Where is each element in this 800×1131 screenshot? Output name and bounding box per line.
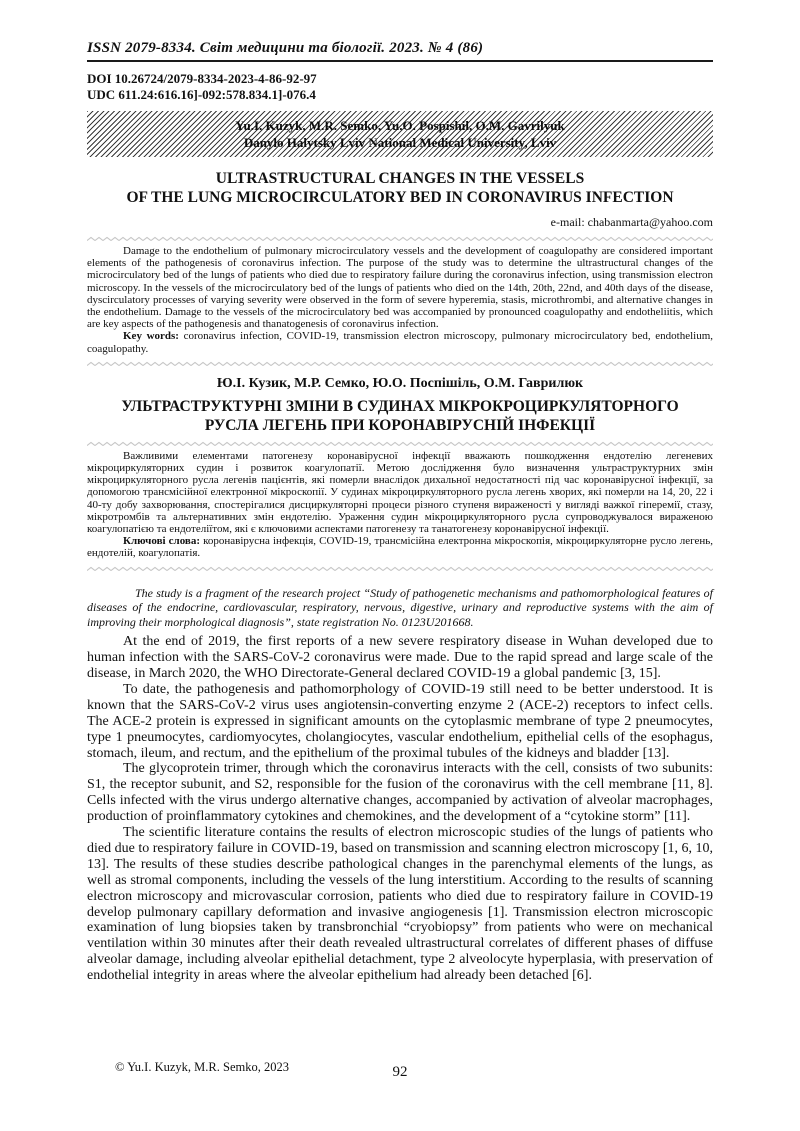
article-title-en-line1: ULTRASTRUCTURAL CHANGES IN THE VESSELS <box>215 170 585 187</box>
body-paragraph-1: At the end of 2019, the first reports of a new severe respiratory disease in Wuhan developed due to human infection with the SARS-CoV-2 coronavirus were made. Due to the rapid spread and large scale of the disease, in March 2020, the WHO Directorate-General declared COVID-19 a global pandemic [3, 15]. <box>87 634 713 681</box>
copyright-line: © Yu.I. Kuzyk, M.R. Semko, 2023 <box>115 1060 289 1074</box>
doi-line: DOI 10.26724/2079-8334-2023-4-86-92-97 <box>87 71 317 86</box>
article-title-en-line2: OF THE LUNG MICROCIRCULATORY BED IN CORONAVIRUS INFECTION <box>126 189 674 206</box>
page-number: 92 <box>392 1064 408 1080</box>
keywords-en <box>87 330 713 354</box>
journal-issn-header: ISSN 2079-8334. Світ медицини та біології. 2023. № 4 (86) <box>87 40 713 62</box>
keywords-ua <box>87 535 713 559</box>
contact-email: e-mail: chabanmarta@yahoo.com <box>550 215 713 229</box>
research-note: The study is a fragment of the research project “Study of pathogenetic mechanisms and pathomorphological features of diseases of the endocrine, cardiovascular, respiratory, nervous, digestive, urinary and reproductive systems with the aim of improving their morphological diagnosis”, state registration No. 0123U201668. <box>87 585 713 629</box>
zigzag-divider <box>87 566 713 572</box>
article-body <box>87 634 713 984</box>
udc-line: UDC 611.24:616.16]-092:578.834.1]-076.4 <box>87 87 316 102</box>
article-title-ua-line1: УЛЬТРАСТРУКТУРНІ ЗМІНИ В СУДИНАХ МІКРОКРОЦИРКУЛЯТОРНОГО <box>121 397 679 415</box>
abstract-ua: Важливими елементами патогенезу коронавірусної інфекції вважають пошкодження ендотелію легеневих мікроциркуляторних судин і розвиток коагулопатії. Метою дослідження було визначення ультраструктурних змін мікроциркуляторного русла легенів пацієнтів, які померли внаслідок дихальної недостатності під час коронавірусної інфекції, за допомогою трансмісійної електронної мікроскопії. У судинах мікроциркуляторного русла легень хворих, які померли на 14, 20, 22 і 40-ту добу захворювання, спостерігалися дисциркуляторні процеси різного ступеня вираженості у вигляді важкої гіперемії, стазу, мікротромбів та альтернативних змін ендотелію. Ураження судин мікроциркуляторного русла супроводжувалося вираженою коагулопатією та ендотеліїтом, які є ключовими аспектами патогенезу та танатогенезу коронавірусної інфекції. <box>87 449 713 536</box>
keywords-ua-label: Ключові слова: <box>123 535 201 548</box>
authors-hatched-block <box>87 111 713 157</box>
article-title-ua-line2: РУСЛА ЛЕГЕНЬ ПРИ КОРОНАВІРУСНІЙ ІНФЕКЦІЇ <box>204 416 596 434</box>
zigzag-divider <box>87 361 713 367</box>
zigzag-divider <box>87 236 713 242</box>
abstract-ua-block <box>87 450 713 560</box>
article-title-ua <box>87 397 713 435</box>
article-title-en <box>87 169 713 207</box>
affiliation-en: Danylo Halytsky Lviv National Medical University, Lviv <box>243 135 557 150</box>
body-paragraph-2: To date, the pathogenesis and pathomorphology of COVID-19 still need to be better understood. It is known that the SARS-CoV-2 virus uses angiotensin-converting enzyme 2 (ACE-2) receptors to infect cells. The ACE-2 protein is expressed in significant amounts on the cytoplasmic membrane of type 2 pneumocytes, type 1 pneumocytes, cardiomyocytes, cholangiocytes, vascular endothelium, epithelial cells of the esophagus, stomach, ileum, and rectum, and the epithelium of the proximal tubules of the kidneys and bladder [13]. <box>87 681 713 761</box>
zigzag-divider <box>87 441 713 447</box>
page-footer <box>87 1060 713 1090</box>
body-paragraph-4: The scientific literature contains the results of electron microscopic studies of the lungs of patients who died due to respiratory failure in COVID-19, based on transmission and scanning electron microscopy [1, 6, 10, 13]. The results of these studies describe pathological changes in the parenchymal elements of the lungs, as well as stromal components, including the vessels of the lung interstitium. According to the results of scanning electron microscopy and microvascular corrosion, patients who died due to respiratory failure in COVID-19 develop pulmonary capillary deformation and invasive angiogenesis [1]. Transmission electron microscopic examination of lung biopsies taken by transbronchial “cryobiopsy” from patients who were on mechanical ventilation within 30 minutes after their death revealed ultrastructural correlates of different phases of diffuse alveolar damage, including alveolar epithelial detachment, type 2 alveolocyte hyperplasia, with preservation of endothelial integrity in areas where the alveolar epithelium had already been detached [6]. <box>87 825 713 984</box>
authors-en: Yu.I. Kuzyk, M.R. Semko, Yu.O. Pospishil, O.M. Gavrilyuk <box>235 118 565 133</box>
keywords-en-text: coronavirus infection, COVID-19, transmission electron microscopy, pulmonary microcirculatory bed, endothelium, coagulopathy. <box>87 330 713 355</box>
keywords-en-label: Key words: <box>123 330 179 343</box>
body-paragraph-3: The glycoprotein trimer, through which the coronavirus interacts with the cell, consists of two subunits: S1, the receptor subunit, and S2, responsible for the fusion of the coronavirus with the cell membrane [11, 8]. Cells infected with the virus undergo alternative changes, accompanied by activation of alveolar macrophages, production of proinflammatory cytokines and chemokines, and the development of a “cytokine storm” [11]. <box>87 761 713 825</box>
abstract-en: Damage to the endothelium of pulmonary microcirculatory vessels and the development of coagulopathy are considered important elements of the pathogenesis of coronavirus infection. The purpose of the study was to determine the ultrastructural changes of the microcirculatory bed of the lungs of patients who died due to respiratory failure during the coronavirus infection, using transmission electron microscopy. In the vessels of the microcirculatory bed of the lungs of patients who died on the 14th, 20th, 22nd, and 40th days of the disease, dyscirculatory processes of varying severity were observed in the form of severe hyperemia, stasis, microthrombi, and alternative changes in the endothelium. Damage to the vessels of the microcirculatory bed was accompanied by pronounced coagulopathy and endotheliitis, which are key aspects of the pathogenesis and thanatogenesis of coronavirus infection. <box>87 245 713 331</box>
keywords-ua-text: коронавірусна інфекція, COVID-19, трансмісійна електронна мікроскопія, мікроциркуляторне русло легень, ендотелій, коагулопатія. <box>87 535 713 560</box>
article-meta <box>87 71 713 103</box>
authors-ua: Ю.І. Кузик, М.Р. Семко, Ю.О. Поспішіль, О.М. Гаврилюк <box>216 375 584 391</box>
abstract-en-block <box>87 245 713 355</box>
